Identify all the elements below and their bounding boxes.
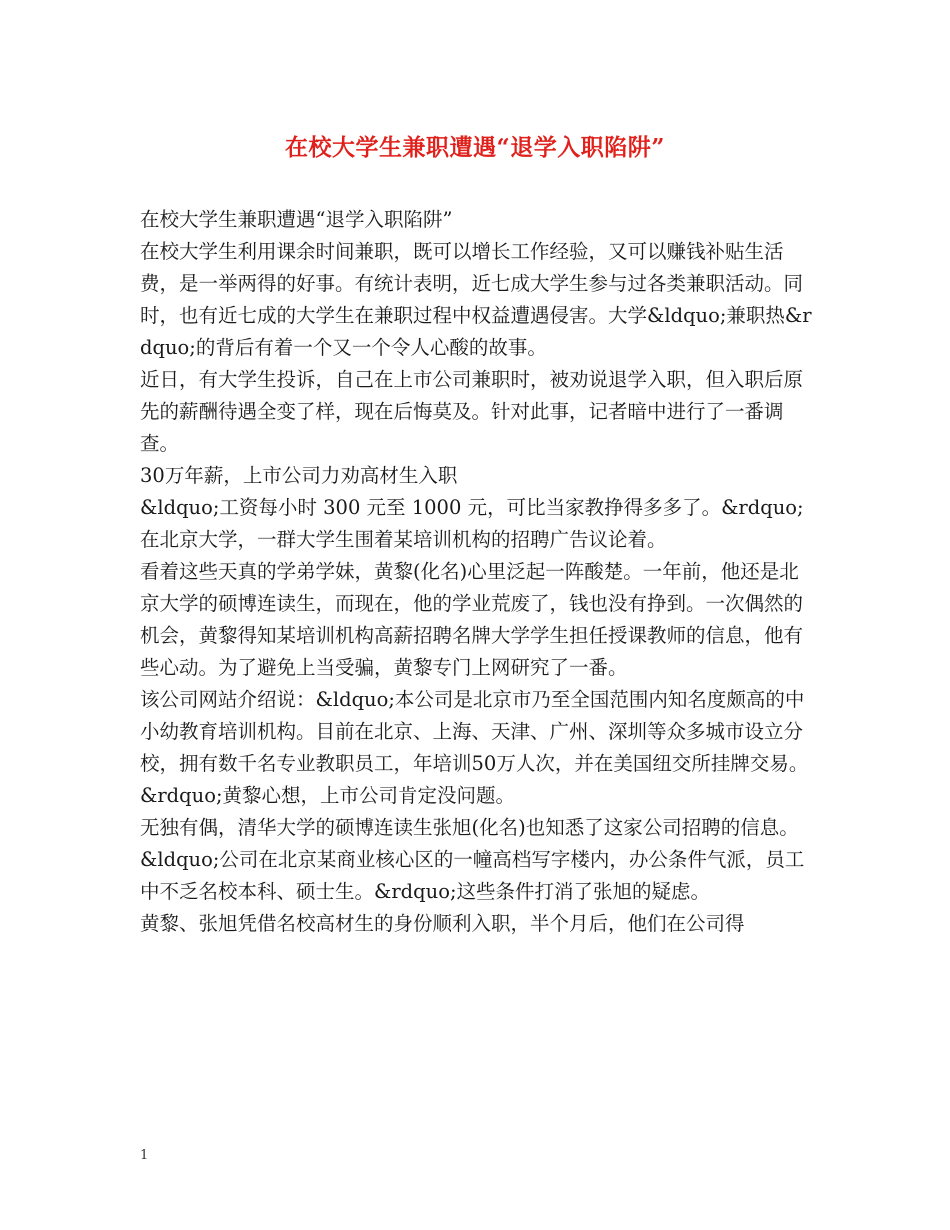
page-number: 1 [140,1148,149,1163]
paragraph-repeated-title: 在校大学生兼职遭遇“退学入职陷阱” [140,208,453,231]
paragraph-salary-quote: &ldquo;工资每小时 300 元至 1000 元，可比当家教挣得多多了。&rdquo;在北京大学，一群大学生围着某培训机构的招聘广告议论着。 [140,496,804,551]
document-title: 在校大学生兼职遭遇“退学入职陷阱” [285,134,665,161]
document-body [140,204,812,940]
paragraph-hired: 黄黎、张旭凭借名校高材生的身份顺利入职，半个月后，他们在公司得 [140,912,745,935]
paragraph-complaint: 近日，有大学生投诉，自己在上市公司兼职时，被劝说退学入职，但入职后原先的薪酬待遇全变了样，现在后悔莫及。针对此事，记者暗中进行了一番调查。 [140,368,804,455]
paragraph-huang-li: 看着这些天真的学弟学妹，黄黎(化名)心里泛起一阵酸楚。一年前，他还是北京大学的硕博连读生，而现在，他的学业荒废了，钱也没有挣到。一次偶然的机会，黄黎得知某培训机构高薪招聘名牌大学学生担任授课教师的信息，他有些心动。为了避免上当受骗，黄黎专门上网研究了一番。 [140,560,804,679]
section-heading: 30万年薪，上市公司力劝高材生入职 [140,464,458,487]
paragraph-zhang-xu: 无独有偶，清华大学的硕博连读生张旭(化名)也知悉了这家公司招聘的信息。&ldquo;公司在北京某商业核心区的一幢高档写字楼内，办公条件气派，员工中不乏名校本科、硕士生。&rdquo;这些条件打消了张旭的疑虑。 [140,816,805,903]
paragraph-company-website: 该公司网站介绍说：&ldquo;本公司是北京市乃至全国范围内知名度颇高的中小幼教育培训机构。目前在北京、上海、天津、广州、深圳等众多城市设立分校，拥有数千名专业教职员工，年培训50万人次，并在美国纽交所挂牌交易。&rdquo;黄黎心想，上市公司肯定没问题。 [140,688,809,807]
paragraph-intro: 在校大学生利用课余时间兼职，既可以增长工作经验，又可以赚钱补贴生活费，是一举两得的好事。有统计表明，近七成大学生参与过各类兼职活动。同时，也有近七成的大学生在兼职过程中权益遭遇侵害。大学&ldquo;兼职热&rdquo;的背后有着一个又一个令人心酸的故事。 [140,240,812,359]
